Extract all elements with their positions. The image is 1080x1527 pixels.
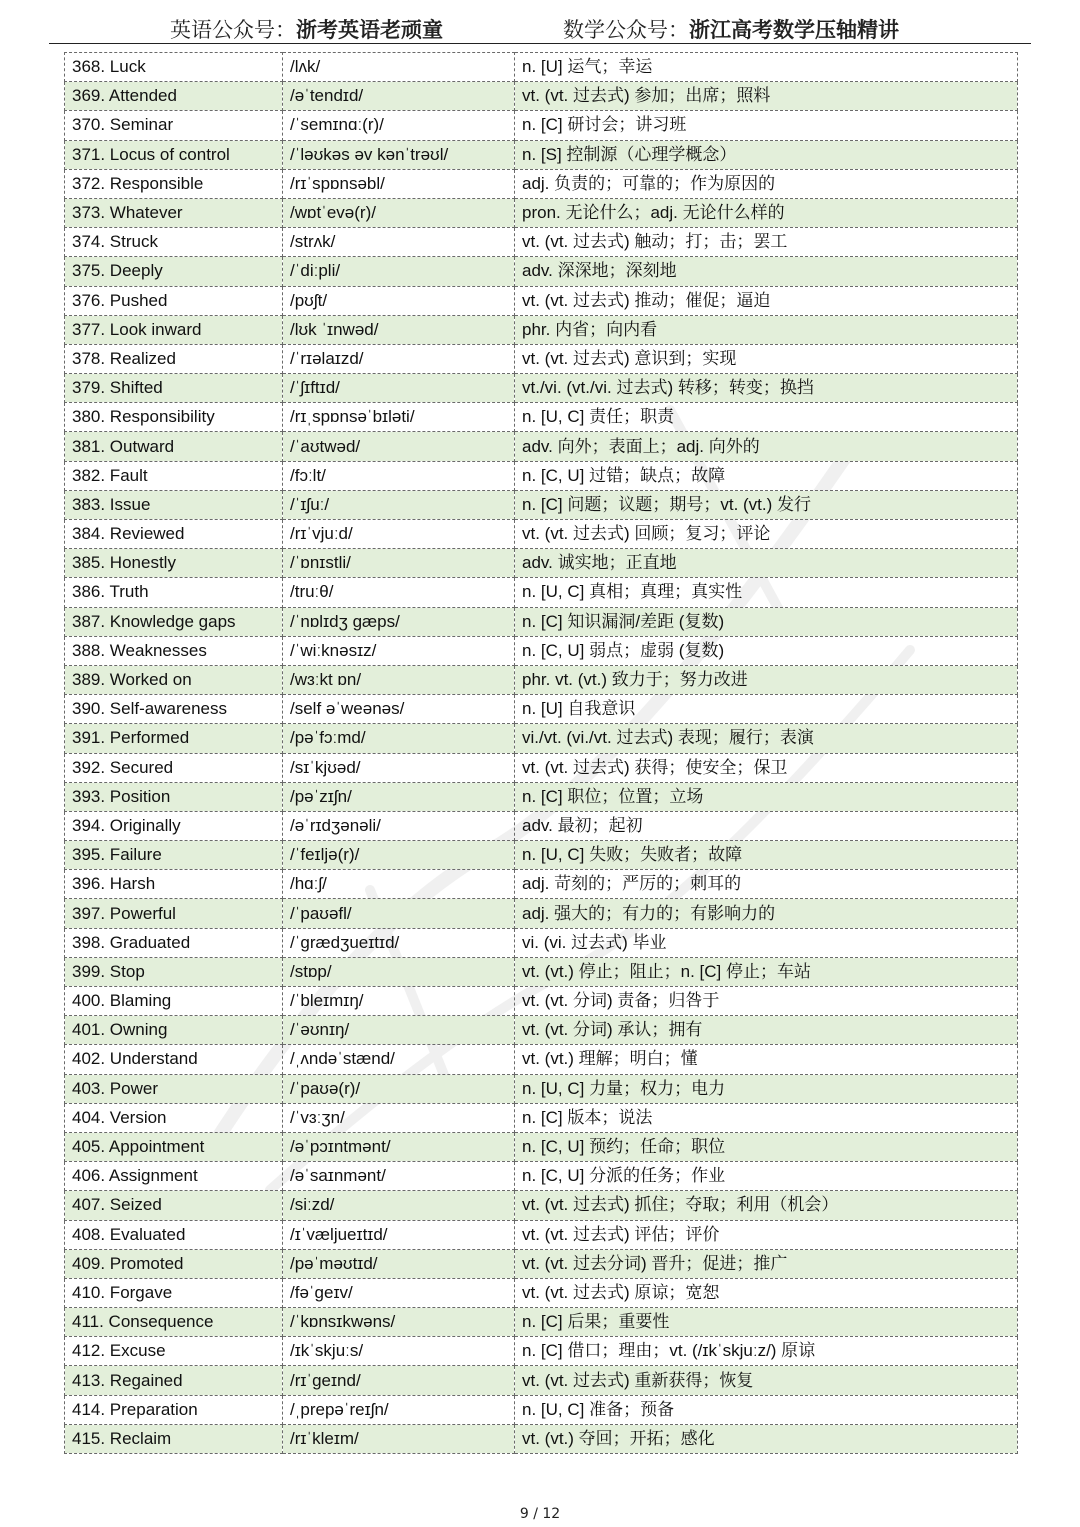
table-row (65, 53, 1018, 82)
table-row (65, 198, 1018, 227)
definition-cell: vt. (vt. 过去式) 原谅；宽恕 (515, 1278, 1018, 1307)
phonetic-cell: /ˈʃɪftɪd/ (283, 374, 515, 403)
word-cell: 378. Realized (65, 344, 283, 373)
definition-cell: vt. (vt. 过去式) 意识到；实现 (515, 344, 1018, 373)
word-cell: 408. Evaluated (65, 1220, 283, 1249)
definition-cell: adv. 最初；起初 (515, 811, 1018, 840)
phonetic-cell: /ˈaʊtwəd/ (283, 432, 515, 461)
definition-cell: phr. vt. (vt.) 致力于；努力改进 (515, 665, 1018, 694)
table-row (65, 1132, 1018, 1161)
phonetic-cell: /ˈləʊkəs əv kənˈtrəʊl/ (283, 140, 515, 169)
header-english-account: 英语公众号：浙考英语老顽童 (170, 17, 443, 42)
phonetic-cell: /ɪkˈskjuːs/ (283, 1337, 515, 1366)
definition-cell: n. [U, C] 责任；职责 (515, 403, 1018, 432)
word-cell: 370. Seminar (65, 111, 283, 140)
definition-cell: vt. (vt. 过去式) 获得；使安全；保卫 (515, 753, 1018, 782)
word-cell: 382. Fault (65, 461, 283, 490)
phonetic-cell: /siːzd/ (283, 1191, 515, 1220)
table-row (65, 490, 1018, 519)
word-cell: 372. Responsible (65, 169, 283, 198)
table-row (65, 520, 1018, 549)
table-row (65, 1424, 1018, 1453)
table-row (65, 461, 1018, 490)
phonetic-cell: /ˈəʊnɪŋ/ (283, 1016, 515, 1045)
table-row (65, 1016, 1018, 1045)
table-row (65, 374, 1018, 403)
word-cell: 383. Issue (65, 490, 283, 519)
word-cell: 393. Position (65, 782, 283, 811)
word-cell: 395. Failure (65, 841, 283, 870)
word-cell: 389. Worked on (65, 665, 283, 694)
table-row (65, 1395, 1018, 1424)
word-cell: 403. Power (65, 1074, 283, 1103)
phonetic-cell: /ˈbleɪmɪŋ/ (283, 987, 515, 1016)
definition-cell: vt. (vt.) 理解；明白；懂 (515, 1045, 1018, 1074)
definition-cell: adj. 强大的；有力的；有影响力的 (515, 899, 1018, 928)
table-row (65, 1162, 1018, 1191)
phonetic-cell: /ˈrɪəlaɪzd/ (283, 344, 515, 373)
word-cell: 413. Regained (65, 1366, 283, 1395)
table-row (65, 1366, 1018, 1395)
definition-cell: n. [C] 后果；重要性 (515, 1308, 1018, 1337)
word-cell: 401. Owning (65, 1016, 283, 1045)
word-cell: 412. Excuse (65, 1337, 283, 1366)
word-cell: 415. Reclaim (65, 1424, 283, 1453)
vocabulary-table (64, 52, 1018, 1454)
definition-cell: vt. (vt. 过去式) 回顾；复习；评论 (515, 520, 1018, 549)
table-row (65, 1191, 1018, 1220)
vocabulary-table-body (65, 53, 1018, 1454)
table-row (65, 1308, 1018, 1337)
table-row (65, 870, 1018, 899)
phonetic-cell: /əˈrɪdʒənəli/ (283, 811, 515, 840)
phonetic-cell: /ˈɒnɪstli/ (283, 549, 515, 578)
phonetic-cell: /rɪˈvjuːd/ (283, 520, 515, 549)
word-cell: 377. Look inward (65, 315, 283, 344)
table-row (65, 841, 1018, 870)
definition-cell: vt. (vt. 过去式) 推动；催促；逼迫 (515, 286, 1018, 315)
table-row (65, 1249, 1018, 1278)
word-cell: 388. Weaknesses (65, 636, 283, 665)
table-row (65, 286, 1018, 315)
phonetic-cell: /əˈtendɪd/ (283, 82, 515, 111)
definition-cell: vt./vi. (vt./vi. 过去式) 转移；转变；换挡 (515, 374, 1018, 403)
table-row (65, 665, 1018, 694)
word-cell: 384. Reviewed (65, 520, 283, 549)
word-cell: 407. Seized (65, 1191, 283, 1220)
word-cell: 402. Understand (65, 1045, 283, 1074)
table-row (65, 140, 1018, 169)
word-cell: 380. Responsibility (65, 403, 283, 432)
definition-cell: vt. (vt. 过去式) 重新获得；恢复 (515, 1366, 1018, 1395)
table-row (65, 811, 1018, 840)
definition-cell: n. [C, U] 过错；缺点；故障 (515, 461, 1018, 490)
definition-cell: n. [U] 运气；幸运 (515, 53, 1018, 82)
definition-cell: adv. 向外；表面上；adj. 向外的 (515, 432, 1018, 461)
word-cell: 410. Forgave (65, 1278, 283, 1307)
word-cell: 396. Harsh (65, 870, 283, 899)
header-rule (49, 43, 1031, 44)
table-row (65, 257, 1018, 286)
definition-cell: n. [U, C] 真相；真理；真实性 (515, 578, 1018, 607)
phonetic-cell: /ˈsemɪnɑː(r)/ (283, 111, 515, 140)
definition-cell: n. [C] 问题；议题；期号；vt. (vt.) 发行 (515, 490, 1018, 519)
phonetic-cell: /hɑːʃ/ (283, 870, 515, 899)
table-row (65, 111, 1018, 140)
word-cell: 404. Version (65, 1103, 283, 1132)
word-cell: 374. Struck (65, 228, 283, 257)
word-cell: 373. Whatever (65, 198, 283, 227)
table-row (65, 228, 1018, 257)
phonetic-cell: /fəˈɡeɪv/ (283, 1278, 515, 1307)
table-row (65, 1045, 1018, 1074)
definition-cell: adv. 深深地；深刻地 (515, 257, 1018, 286)
table-row (65, 403, 1018, 432)
definition-cell: n. [C] 版本；说法 (515, 1103, 1018, 1132)
phonetic-cell: /wɒtˈevə(r)/ (283, 198, 515, 227)
definition-cell: vt. (vt.) 停止；阻止；n. [C] 停止；车站 (515, 957, 1018, 986)
table-row (65, 1220, 1018, 1249)
word-cell: 371. Locus of control (65, 140, 283, 169)
table-row (65, 82, 1018, 111)
word-cell: 411. Consequence (65, 1308, 283, 1337)
table-row (65, 315, 1018, 344)
word-cell: 390. Self-awareness (65, 695, 283, 724)
table-row (65, 549, 1018, 578)
definition-cell: pron. 无论什么；adj. 无论什么样的 (515, 198, 1018, 227)
word-cell: 394. Originally (65, 811, 283, 840)
phonetic-cell: /ˈwiːknəsɪz/ (283, 636, 515, 665)
word-cell: 414. Preparation (65, 1395, 283, 1424)
phonetic-cell: /wɜːkt ɒn/ (283, 665, 515, 694)
phonetic-cell: /əˈsaɪnmənt/ (283, 1162, 515, 1191)
table-row (65, 1103, 1018, 1132)
definition-cell: n. [U, C] 失败；失败者；故障 (515, 841, 1018, 870)
phonetic-cell: /pəˈməʊtɪd/ (283, 1249, 515, 1278)
definition-cell: vt. (vt. 过去式) 触动；打；击；罢工 (515, 228, 1018, 257)
definition-cell: n. [C, U] 弱点；虚弱 (复数) (515, 636, 1018, 665)
table-row (65, 695, 1018, 724)
word-cell: 381. Outward (65, 432, 283, 461)
table-row (65, 753, 1018, 782)
phonetic-cell: /stɒp/ (283, 957, 515, 986)
definition-cell: n. [U, C] 力量；权力；电力 (515, 1074, 1018, 1103)
definition-cell: adj. 苛刻的；严厉的；刺耳的 (515, 870, 1018, 899)
word-cell: 400. Blaming (65, 987, 283, 1016)
phonetic-cell: /truːθ/ (283, 578, 515, 607)
phonetic-cell: /fɔːlt/ (283, 461, 515, 490)
phonetic-cell: /ˈpaʊə(r)/ (283, 1074, 515, 1103)
word-cell: 385. Honestly (65, 549, 283, 578)
definition-cell: vi. (vi. 过去式) 毕业 (515, 928, 1018, 957)
phonetic-cell: /ˈfeɪljə(r)/ (283, 841, 515, 870)
definition-cell: n. [C, U] 预约；任命；职位 (515, 1132, 1018, 1161)
definition-cell: phr. 内省；向内看 (515, 315, 1018, 344)
definition-cell: vt. (vt. 分词) 承认；拥有 (515, 1016, 1018, 1045)
table-row (65, 724, 1018, 753)
word-cell: 387. Knowledge gaps (65, 607, 283, 636)
phonetic-cell: /ˈpaʊəfl/ (283, 899, 515, 928)
definition-cell: vt. (vt. 分词) 责备；归咎于 (515, 987, 1018, 1016)
phonetic-cell: /rɪˌspɒnsəˈbɪləti/ (283, 403, 515, 432)
phonetic-cell: /self əˈweənəs/ (283, 695, 515, 724)
definition-cell: n. [U] 自我意识 (515, 695, 1018, 724)
definition-cell: vt. (vt. 过去式) 抓住；夺取；利用（机会） (515, 1191, 1018, 1220)
definition-cell: n. [S] 控制源（心理学概念） (515, 140, 1018, 169)
phonetic-cell: /pəˈzɪʃn/ (283, 782, 515, 811)
definition-cell: vt. (vt. 过去式) 评估；评价 (515, 1220, 1018, 1249)
phonetic-cell: /sɪˈkjʊəd/ (283, 753, 515, 782)
phonetic-cell: /ˈnɒlɪdʒ ɡæps/ (283, 607, 515, 636)
word-cell: 397. Powerful (65, 899, 283, 928)
word-cell: 409. Promoted (65, 1249, 283, 1278)
definition-cell: adj. 负责的；可靠的；作为原因的 (515, 169, 1018, 198)
table-row (65, 1278, 1018, 1307)
word-cell: 398. Graduated (65, 928, 283, 957)
phonetic-cell: /lʊk ˈɪnwəd/ (283, 315, 515, 344)
word-cell: 391. Performed (65, 724, 283, 753)
word-cell: 379. Shifted (65, 374, 283, 403)
word-cell: 399. Stop (65, 957, 283, 986)
table-row (65, 987, 1018, 1016)
phonetic-cell: /ˌʌndəˈstænd/ (283, 1045, 515, 1074)
word-cell: 406. Assignment (65, 1162, 283, 1191)
definition-cell: vt. (vt. 过去式) 参加；出席；照料 (515, 82, 1018, 111)
phonetic-cell: /pəˈfɔːmd/ (283, 724, 515, 753)
definition-cell: vt. (vt. 过去分词) 晋升；促进；推广 (515, 1249, 1018, 1278)
phonetic-cell: /lʌk/ (283, 53, 515, 82)
table-row (65, 928, 1018, 957)
phonetic-cell: /strʌk/ (283, 228, 515, 257)
table-row (65, 636, 1018, 665)
phonetic-cell: /ˈɡrædʒueɪtɪd/ (283, 928, 515, 957)
phonetic-cell: /əˈpɔɪntmənt/ (283, 1132, 515, 1161)
table-row (65, 1337, 1018, 1366)
phonetic-cell: /ɪˈvæljueɪtɪd/ (283, 1220, 515, 1249)
definition-cell: n. [C] 知识漏洞/差距 (复数) (515, 607, 1018, 636)
table-row (65, 607, 1018, 636)
phonetic-cell: /ˈkɒnsɪkwəns/ (283, 1308, 515, 1337)
phonetic-cell: /ˈdiːpli/ (283, 257, 515, 286)
phonetic-cell: /ˈɪʃuː/ (283, 490, 515, 519)
table-row (65, 432, 1018, 461)
page-number: 9 / 12 (519, 1506, 561, 1522)
word-cell: 376. Pushed (65, 286, 283, 315)
table-row (65, 899, 1018, 928)
table-row (65, 344, 1018, 373)
word-cell: 405. Appointment (65, 1132, 283, 1161)
word-cell: 392. Secured (65, 753, 283, 782)
definition-cell: adv. 诚实地；正直地 (515, 549, 1018, 578)
phonetic-cell: /rɪˈkleɪm/ (283, 1424, 515, 1453)
phonetic-cell: /rɪˈspɒnsəbl/ (283, 169, 515, 198)
definition-cell: vt. (vt.) 夺回；开拓；感化 (515, 1424, 1018, 1453)
phonetic-cell: /ˌprepəˈreɪʃn/ (283, 1395, 515, 1424)
word-cell: 386. Truth (65, 578, 283, 607)
table-row (65, 782, 1018, 811)
definition-cell: n. [C, U] 分派的任务；作业 (515, 1162, 1018, 1191)
phonetic-cell: /ˈvɜːʒn/ (283, 1103, 515, 1132)
word-cell: 368. Luck (65, 53, 283, 82)
phonetic-cell: /pʊʃt/ (283, 286, 515, 315)
definition-cell: n. [U, C] 准备；预备 (515, 1395, 1018, 1424)
phonetic-cell: /rɪˈɡeɪnd/ (283, 1366, 515, 1395)
word-cell: 375. Deeply (65, 257, 283, 286)
word-cell: 369. Attended (65, 82, 283, 111)
table-row (65, 957, 1018, 986)
definition-cell: n. [C] 研讨会；讲习班 (515, 111, 1018, 140)
definition-cell: n. [C] 职位；位置；立场 (515, 782, 1018, 811)
header-math-account: 数学公众号：浙江高考数学压轴精讲 (563, 17, 899, 42)
definition-cell: n. [C] 借口；理由；vt. (/ɪkˈskjuːz/) 原谅 (515, 1337, 1018, 1366)
table-row (65, 578, 1018, 607)
definition-cell: vi./vt. (vi./vt. 过去式) 表现；履行；表演 (515, 724, 1018, 753)
page-header (0, 12, 1080, 44)
table-row (65, 169, 1018, 198)
table-row (65, 1074, 1018, 1103)
